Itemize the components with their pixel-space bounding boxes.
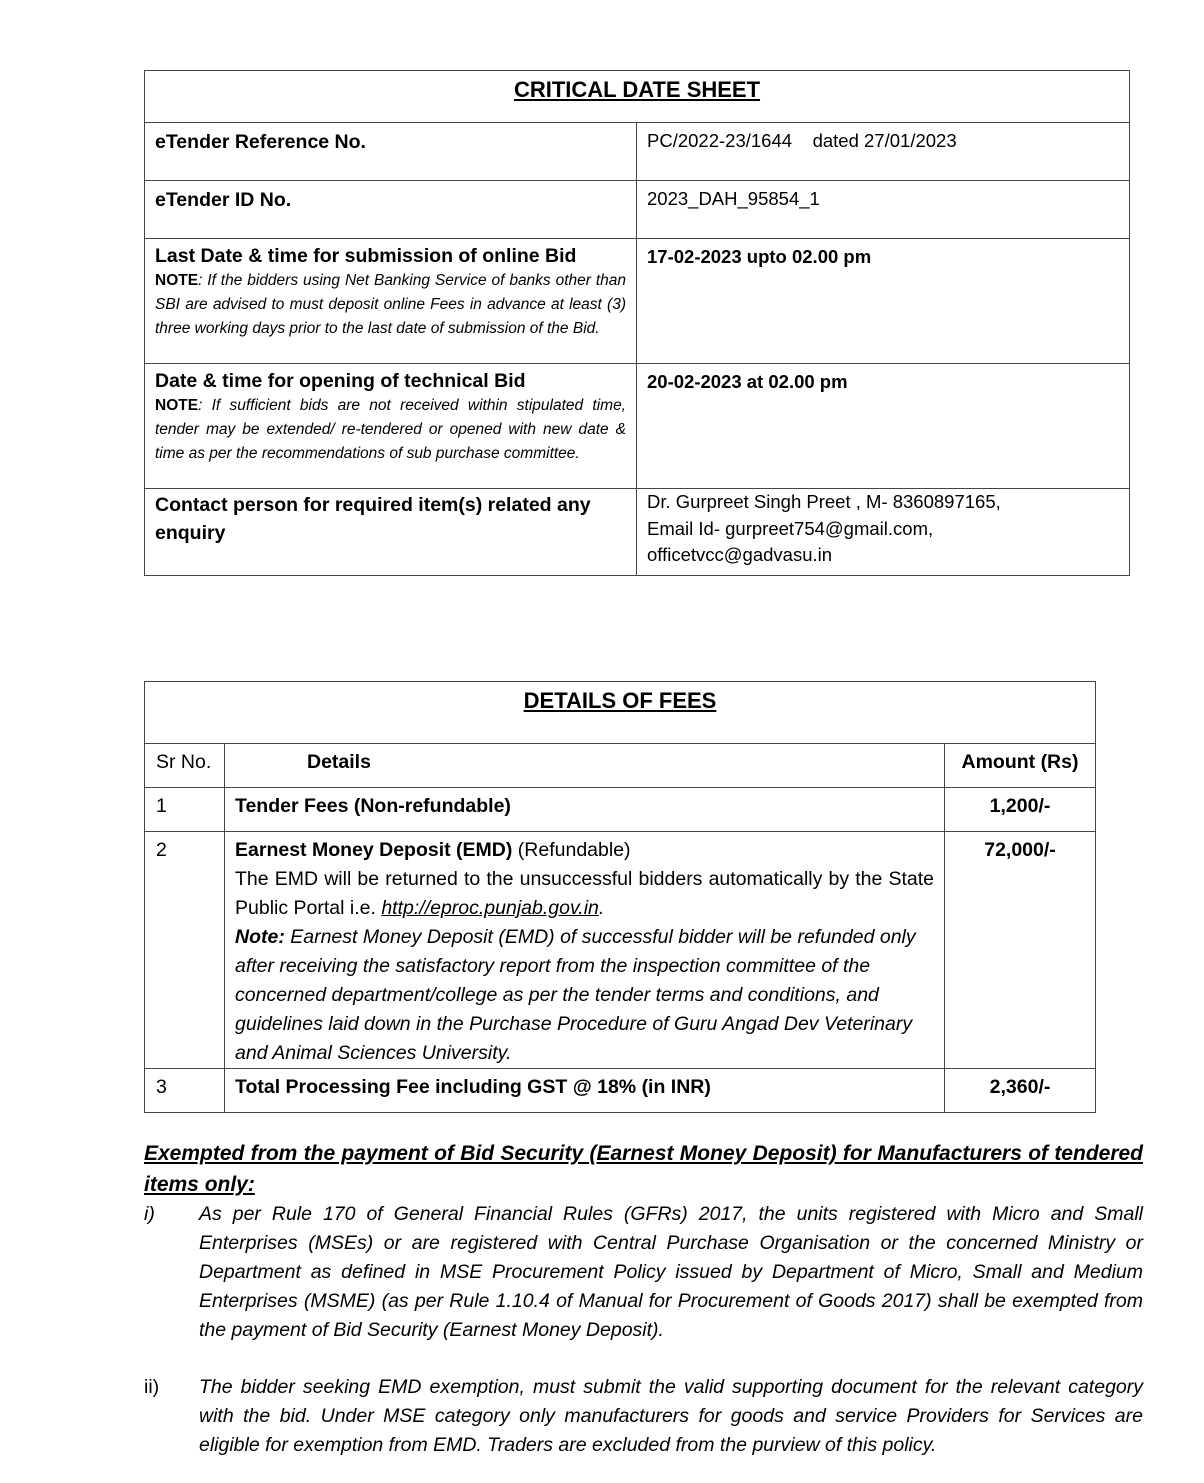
submission-date-label: Last Date & time for submission of online Bid <box>155 245 577 267</box>
submission-note <box>145 269 636 341</box>
opening-note <box>145 394 636 466</box>
sr-no-cell: 1 <box>145 788 225 832</box>
submission-date-value: 17-02-2023 upto 02.00 pm <box>637 239 1130 364</box>
critical-date-sheet-table <box>144 70 1130 576</box>
table-row <box>145 1069 1096 1113</box>
emd-heading-rest: (Refundable) <box>512 839 631 861</box>
fees-title: DETAILS OF FEES <box>145 682 1096 744</box>
note-prefix: Note: <box>235 926 285 948</box>
amount-cell: 2,360/- <box>945 1069 1096 1113</box>
table-row <box>145 832 1096 1069</box>
etender-reference-label: eTender Reference No. <box>145 123 637 181</box>
details-cell: Total Processing Fee including GST @ 18% (in INR) <box>225 1069 945 1113</box>
submission-date-cell <box>145 239 637 364</box>
opening-date-value: 20-02-2023 at 02.00 pm <box>637 364 1130 489</box>
details-cell <box>225 832 945 1069</box>
list-item-text: As per Rule 170 of General Financial Rules (GFRs) 2017, the units registered with Micro and Small Enterprises (MSEs) or are registered with Central Purchase Organisation or the concerned Ministry or Department as defined in MSE Procurement Policy issued by Department of Micro, Small and Medium Enterprises (MSME) (as per Rule 1.10.4 of Manual for Procurement of Goods 2017) shall be exempted from the payment of Bid Security (Earnest Money Deposit). <box>199 1203 1143 1341</box>
etender-reference-value: PC/2022-23/1644 dated 27/01/2023 <box>637 123 1130 181</box>
exemption-heading: Exempted from the payment of Bid Security (Earnest Money Deposit) for Manufacturers of tendered items only: <box>144 1142 1143 1196</box>
sr-no-cell: 2 <box>145 832 225 1069</box>
emd-heading <box>235 836 934 865</box>
list-item <box>144 1373 1143 1460</box>
list-item-text: The bidder seeking EMD exemption, must submit the valid supporting document for the relevant category with the bid. Under MSE category only manufacturers for goods and service Providers for Services are eligible for exemption from EMD. Traders are excluded from the purview of this policy. <box>199 1376 1143 1456</box>
opening-date-label: Date & time for opening of technical Bid <box>155 370 526 392</box>
emd-note <box>235 923 934 1068</box>
note-prefix: NOTE <box>155 397 199 414</box>
amount-header: Amount (Rs) <box>945 744 1096 788</box>
table-row <box>145 788 1096 832</box>
amount-cell: 72,000/- <box>945 832 1096 1069</box>
sr-no-cell: 3 <box>145 1069 225 1113</box>
emd-text: The EMD will be returned to the unsuccessful bidders automatically by the State Public Portal i.e. <box>235 868 934 919</box>
list-item-number: i) <box>144 1203 155 1225</box>
etender-id-label: eTender ID No. <box>145 181 637 239</box>
list-item-number: ii) <box>144 1376 160 1398</box>
details-header: Details <box>225 744 945 788</box>
contact-line: Dr. Gurpreet Singh Preet , M- 8360897165, <box>647 491 1001 512</box>
table-header-row <box>145 744 1096 788</box>
table-row <box>145 489 1130 576</box>
opening-date-cell <box>145 364 637 489</box>
note-text: : If sufficient bids are not received within stipulated time, tender may be extended/ re-tendered or opened with new date & time as per the recommendations of sub purchase committee. <box>155 397 626 462</box>
contact-person-value <box>637 489 1130 576</box>
table-row <box>145 239 1130 364</box>
sr-no-header: Sr No. <box>145 744 225 788</box>
emd-text-end: . <box>598 897 605 919</box>
emd-heading-bold: Earnest Money Deposit (EMD) <box>235 839 513 861</box>
critical-date-sheet-title: CRITICAL DATE SHEET <box>145 71 1130 123</box>
note-prefix: NOTE <box>155 272 199 289</box>
table-row <box>145 123 1130 181</box>
details-cell: Tender Fees (Non-refundable) <box>225 788 945 832</box>
note-text: : If the bidders using Net Banking Service of banks other than SBI are advised to must deposit online Fees in advance at least (3) three working days prior to the last date of submission of the Bid. <box>155 272 626 337</box>
table-row <box>145 181 1130 239</box>
amount-cell: 1,200/- <box>945 788 1096 832</box>
note-text: Earnest Money Deposit (EMD) of successful bidder will be refunded only after receiving the satisfactory report from the inspection committee of the concerned department/college as per the tender terms and conditions, and guidelines laid down in the Purchase Procedure of Guru Angad Dev Veterinary and Animal Sciences University. <box>235 926 916 1064</box>
fees-table <box>144 681 1096 1113</box>
eproc-link[interactable]: http://eproc.punjab.gov.in <box>381 897 599 919</box>
contact-line: officetvcc@gadvasu.in <box>647 544 833 565</box>
contact-line: Email Id- gurpreet754@gmail.com, <box>647 517 934 539</box>
table-row <box>145 364 1130 489</box>
list-item <box>144 1200 1143 1345</box>
contact-person-label: Contact person for required item(s) related any enquiry <box>145 489 637 576</box>
emd-return-text <box>235 865 934 923</box>
etender-id-value: 2023_DAH_95854_1 <box>637 181 1130 239</box>
exemption-section <box>144 1138 1143 1460</box>
